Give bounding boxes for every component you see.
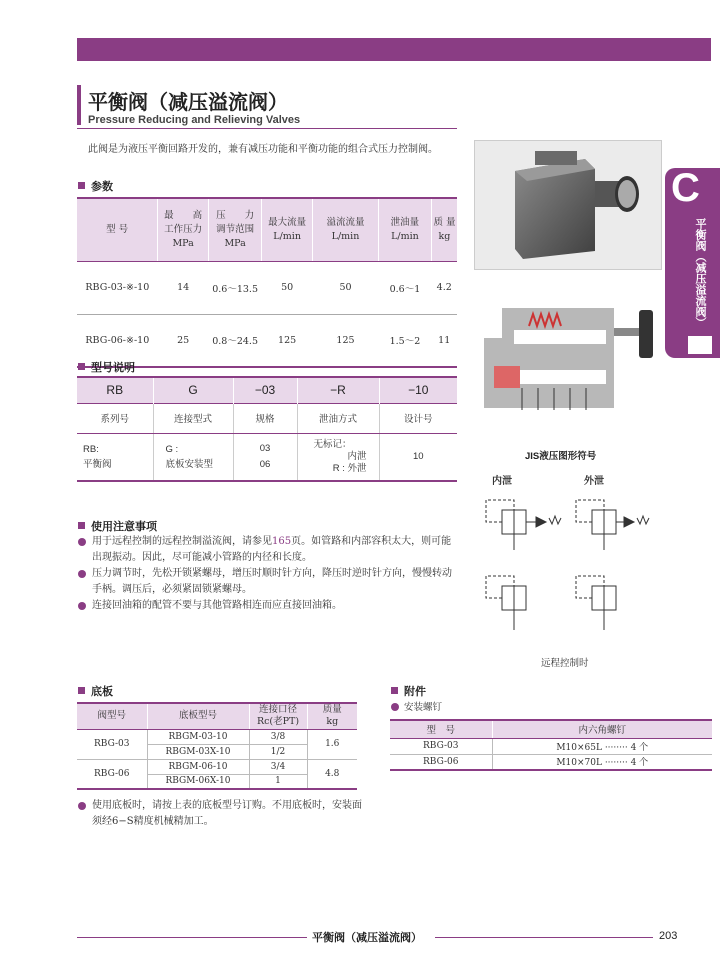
bullet-square-icon [78, 182, 85, 189]
bullet-dot-icon [78, 570, 86, 578]
side-tab-letter: C [671, 166, 700, 210]
bullet-dot-icon [391, 703, 399, 711]
header-bar [77, 38, 711, 61]
side-tab-symbol-icon [688, 336, 712, 354]
notes-list [78, 534, 458, 614]
th-drain: 泄油量 L/min [378, 198, 431, 261]
bullet-square-icon [78, 363, 85, 370]
th-maxflow: 最大流量 L/min [262, 198, 313, 261]
sectional-drawing [474, 288, 674, 418]
accessory-table: 型 号 内六角螺钉 RBG-03 M10×65L ········ 4 个 RBG-06 M10×70L ········ 4 个 [390, 719, 712, 771]
bullet-square-icon [78, 522, 85, 529]
note-item: 用于远程控制的远程控制溢流阀，请参见165页。如管路和内部容积太大，则可能出现振动。因此，尽可能减小管路的内径和长度。 [78, 534, 458, 566]
side-tab-text: 平衡阀（减压溢流阀） [694, 218, 707, 328]
model-heading: 型号说明 [78, 359, 135, 375]
th-relief: 溢流流量 L/min [313, 198, 379, 261]
accessory-heading: 附件 [391, 683, 426, 699]
page-number: 203 [659, 930, 678, 942]
th-pressure: 最 高 工作压力 MPa [158, 198, 209, 261]
bullet-dot-icon [78, 802, 86, 810]
hydraulic-symbol-icon [474, 490, 664, 640]
base-note: 使用底板时，请按上表的底板型号订购。不用底板时，安装面须经6−S精度机械精加工。 [78, 798, 368, 830]
footer-title: 平衡阀（减压溢流阀） [312, 931, 422, 944]
jis-remote-caption: 远程控制时 [541, 658, 589, 669]
bullet-square-icon [78, 687, 85, 694]
jis-title: JIS液压图形符号 [525, 451, 597, 462]
category-title: 压力控制阀 [560, 4, 641, 22]
table-row: RBG-06-※-10 25 0.8～24.5 125 125 1.5～2 11 [77, 314, 457, 367]
params-heading: 参数 [78, 178, 113, 194]
cross-section-icon [474, 288, 674, 418]
jis-internal-label: 内泄 [492, 476, 512, 487]
title-rule [77, 128, 457, 129]
bullet-dot-icon [78, 538, 86, 546]
th-model: 型 号 [77, 198, 158, 261]
bullet-square-icon [391, 687, 398, 694]
bullet-dot-icon [78, 602, 86, 610]
title-marker [77, 85, 81, 125]
note-item: 连接回油箱的配管不要与其他管路相连而应直接回油箱。 [78, 598, 458, 614]
page-title: 平衡阀（减压溢流阀） [88, 90, 288, 114]
notes-heading: 使用注意事项 [78, 518, 157, 534]
jis-symbols [474, 490, 664, 640]
page-subtitle: Pressure Reducing and Relieving Valves [88, 114, 301, 126]
intro-text: 此阀是为液压平衡回路开发的，兼有减压功能和平衡功能的组合式压力控制阀。 [88, 144, 438, 155]
jis-external-label: 外泄 [584, 476, 604, 487]
valve-photo [474, 140, 662, 270]
th-mass: 质 量 kg [431, 198, 457, 261]
footer-rule [77, 937, 307, 938]
table-row: RBG-03-※-10 14 0.6～13.5 50 50 0.6～1 4.2 [77, 261, 457, 314]
params-table [77, 197, 457, 368]
base-table: 阀型号 底板型号 连接口径 Rc(老PT) 质量 kg RBG-03 RBGM-03-10 3/8 1.6 RBGM-03X-10 1/2 RBG-06 RBGM-06-10 3/4 4.8 RBGM-06X-10 1 [77, 702, 357, 790]
footer-rule [435, 937, 653, 938]
valve-image-icon [475, 141, 663, 271]
model-code-table: RB G −03 −R −10 系列号 连接型式 规格 泄油方式 设计号 RB: 平衡阀 G : 底板安装型 03 06 无标记： 内泄 R : 外泄 10 [77, 376, 457, 482]
accessory-sub: 安装螺钉 [391, 699, 442, 713]
page-link[interactable]: 165 [272, 536, 292, 547]
note-item: 压力调节时，先松开锁紧螺母，增压时顺时针方向，降压时逆时针方向，慢慢转动手柄。调压后，必须紧固锁紧螺母。 [78, 566, 458, 598]
th-range: 压 力 调节范围 MPa [209, 198, 262, 261]
base-heading: 底板 [78, 683, 113, 699]
